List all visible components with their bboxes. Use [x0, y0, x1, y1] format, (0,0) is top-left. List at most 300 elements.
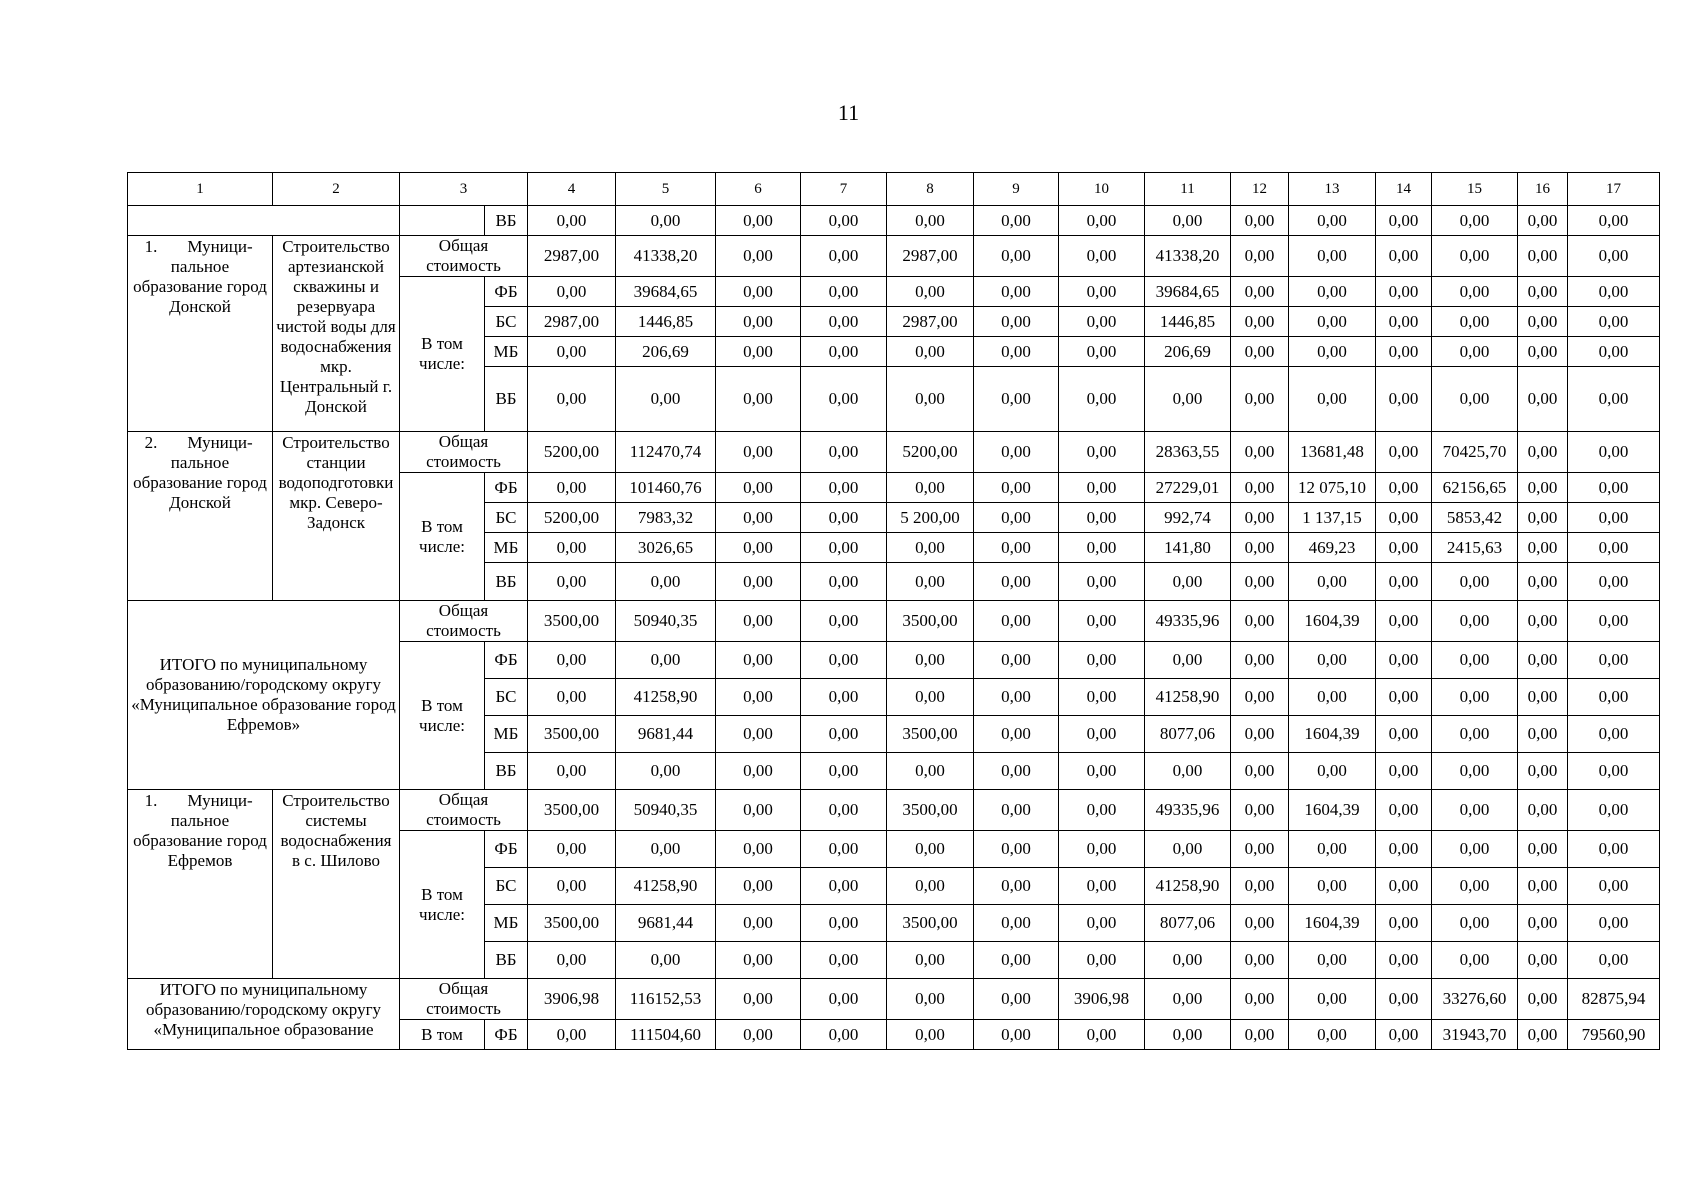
value-cell: 0,00: [1145, 1020, 1231, 1050]
value-cell: 0,00: [1231, 716, 1289, 753]
source-cell: ВБ: [485, 753, 528, 790]
column-header: 6: [716, 173, 801, 206]
value-cell: 0,00: [616, 642, 716, 679]
value-cell: 0,00: [1059, 868, 1145, 905]
source-cell: ФБ: [485, 642, 528, 679]
item-number: 1.: [144, 237, 158, 256]
including-label: В том числе:: [400, 277, 485, 432]
value-cell: 0,00: [1145, 979, 1231, 1020]
value-cell: 0,00: [1289, 307, 1376, 337]
value-cell: 0,00: [1376, 367, 1432, 432]
value-cell: 3906,98: [1059, 979, 1145, 1020]
value-cell: 0,00: [1518, 533, 1568, 563]
value-cell: 0,00: [1376, 790, 1432, 831]
value-cell: 0,00: [1518, 753, 1568, 790]
value-cell: 0,00: [974, 905, 1059, 942]
value-cell: 8077,06: [1145, 905, 1231, 942]
value-cell: 62156,65: [1432, 473, 1518, 503]
value-cell: 992,74: [1145, 503, 1231, 533]
value-cell: 0,00: [1432, 601, 1518, 642]
financing-table: [127, 172, 1660, 1050]
value-cell: 2987,00: [528, 307, 616, 337]
source-cell: ВБ: [485, 206, 528, 236]
value-cell: 0,00: [1145, 206, 1231, 236]
value-cell: 0,00: [974, 533, 1059, 563]
value-cell: 0,00: [974, 473, 1059, 503]
value-cell: 0,00: [1568, 473, 1660, 503]
value-cell: 8077,06: [1145, 716, 1231, 753]
value-cell: 0,00: [716, 307, 801, 337]
value-cell: 0,00: [801, 642, 887, 679]
value-cell: 0,00: [1145, 942, 1231, 979]
value-cell: 79560,90: [1568, 1020, 1660, 1050]
total-cost-label: Общая стоимость: [400, 236, 528, 277]
value-cell: 0,00: [974, 942, 1059, 979]
value-cell: 3906,98: [528, 979, 616, 1020]
table-row: [128, 432, 1660, 473]
value-cell: 0,00: [528, 942, 616, 979]
value-cell: 0,00: [801, 337, 887, 367]
value-cell: 0,00: [1231, 753, 1289, 790]
value-cell: 0,00: [801, 979, 887, 1020]
value-cell: 0,00: [716, 753, 801, 790]
value-cell: 0,00: [1059, 307, 1145, 337]
value-cell: 0,00: [1568, 642, 1660, 679]
value-cell: 0,00: [887, 753, 974, 790]
value-cell: 0,00: [1518, 831, 1568, 868]
value-cell: 0,00: [1231, 307, 1289, 337]
value-cell: 0,00: [801, 563, 887, 601]
total-title-cell: ИТОГО по муниципальному образованию/городскому округу «Муниципальное образование: [128, 979, 400, 1050]
value-cell: 0,00: [1231, 367, 1289, 432]
value-cell: 39684,65: [1145, 277, 1231, 307]
value-cell: 3500,00: [887, 905, 974, 942]
value-cell: 5200,00: [528, 503, 616, 533]
source-cell: МБ: [485, 905, 528, 942]
municipality-name: Муници-пальное образование город Ефремов: [133, 791, 267, 870]
including-label: В том числе:: [400, 831, 485, 979]
including-label: В том числе:: [400, 473, 485, 601]
value-cell: 5853,42: [1432, 503, 1518, 533]
value-cell: 0,00: [1518, 432, 1568, 473]
value-cell: 0,00: [1376, 679, 1432, 716]
value-cell: 0,00: [1145, 367, 1231, 432]
value-cell: 0,00: [1289, 1020, 1376, 1050]
value-cell: 0,00: [974, 679, 1059, 716]
value-cell: 0,00: [1432, 942, 1518, 979]
value-cell: 0,00: [1289, 277, 1376, 307]
column-header: 8: [887, 173, 974, 206]
value-cell: 0,00: [1231, 503, 1289, 533]
value-cell: 0,00: [1376, 503, 1432, 533]
value-cell: 0,00: [1289, 236, 1376, 277]
value-cell: 0,00: [1432, 753, 1518, 790]
value-cell: 0,00: [974, 1020, 1059, 1050]
value-cell: 0,00: [1059, 432, 1145, 473]
value-cell: 0,00: [801, 206, 887, 236]
value-cell: 0,00: [1059, 753, 1145, 790]
total-cost-label: Общая стоимость: [400, 601, 528, 642]
value-cell: 12 075,10: [1289, 473, 1376, 503]
value-cell: 33276,60: [1432, 979, 1518, 1020]
value-cell: 0,00: [801, 503, 887, 533]
municipality-name: Муници-пальное образование город Донской: [133, 433, 267, 512]
source-cell: МБ: [485, 716, 528, 753]
value-cell: 0,00: [887, 337, 974, 367]
value-cell: 0,00: [716, 337, 801, 367]
value-cell: 0,00: [1289, 868, 1376, 905]
value-cell: 0,00: [974, 503, 1059, 533]
value-cell: 0,00: [974, 831, 1059, 868]
value-cell: 13681,48: [1289, 432, 1376, 473]
project-name-cell: Строительство системы водоснабжения в с. Шилово: [273, 790, 400, 979]
value-cell: 2987,00: [528, 236, 616, 277]
value-cell: 0,00: [1518, 868, 1568, 905]
value-cell: 0,00: [1518, 367, 1568, 432]
value-cell: 0,00: [1518, 642, 1568, 679]
value-cell: 1604,39: [1289, 716, 1376, 753]
value-cell: 0,00: [887, 831, 974, 868]
source-cell: БС: [485, 307, 528, 337]
value-cell: 0,00: [1518, 942, 1568, 979]
value-cell: 0,00: [974, 307, 1059, 337]
value-cell: 0,00: [1231, 642, 1289, 679]
value-cell: 0,00: [1059, 1020, 1145, 1050]
value-cell: 0,00: [1518, 473, 1568, 503]
value-cell: 0,00: [1145, 642, 1231, 679]
source-cell: ВБ: [485, 563, 528, 601]
value-cell: 0,00: [887, 367, 974, 432]
value-cell: 0,00: [1289, 337, 1376, 367]
value-cell: 0,00: [1289, 942, 1376, 979]
value-cell: 0,00: [801, 905, 887, 942]
value-cell: 0,00: [1059, 503, 1145, 533]
header-row: [128, 173, 1660, 206]
value-cell: 0,00: [716, 236, 801, 277]
column-header: 12: [1231, 173, 1289, 206]
item-number: 2.: [144, 433, 158, 452]
value-cell: 28363,55: [1145, 432, 1231, 473]
value-cell: 0,00: [887, 979, 974, 1020]
value-cell: 0,00: [1432, 679, 1518, 716]
value-cell: 0,00: [1518, 236, 1568, 277]
value-cell: 0,00: [974, 716, 1059, 753]
total-cost-label: Общая стоимость: [400, 790, 528, 831]
value-cell: 31943,70: [1432, 1020, 1518, 1050]
value-cell: 0,00: [801, 307, 887, 337]
source-cell: МБ: [485, 337, 528, 367]
value-cell: 0,00: [1289, 979, 1376, 1020]
value-cell: 0,00: [801, 367, 887, 432]
value-cell: 0,00: [1059, 642, 1145, 679]
value-cell: 0,00: [1059, 236, 1145, 277]
column-header: 3: [400, 173, 528, 206]
value-cell: 206,69: [1145, 337, 1231, 367]
value-cell: 0,00: [974, 337, 1059, 367]
value-cell: 0,00: [1231, 942, 1289, 979]
value-cell: 0,00: [1376, 753, 1432, 790]
value-cell: 0,00: [1231, 432, 1289, 473]
value-cell: 0,00: [1289, 642, 1376, 679]
item-number: 1.: [144, 791, 158, 810]
value-cell: 112470,74: [616, 432, 716, 473]
value-cell: 0,00: [1289, 563, 1376, 601]
value-cell: 0,00: [1376, 979, 1432, 1020]
value-cell: 0,00: [1518, 1020, 1568, 1050]
value-cell: 82875,94: [1568, 979, 1660, 1020]
value-cell: 0,00: [1289, 831, 1376, 868]
value-cell: 0,00: [1059, 905, 1145, 942]
value-cell: 0,00: [1432, 367, 1518, 432]
municipality-cell: [128, 432, 273, 601]
value-cell: 0,00: [1059, 533, 1145, 563]
value-cell: 0,00: [528, 642, 616, 679]
value-cell: 0,00: [716, 601, 801, 642]
value-cell: 0,00: [887, 533, 974, 563]
source-cell: БС: [485, 679, 528, 716]
value-cell: 0,00: [528, 206, 616, 236]
source-cell: ВБ: [485, 367, 528, 432]
value-cell: 0,00: [1059, 831, 1145, 868]
value-cell: 41258,90: [616, 679, 716, 716]
value-cell: 0,00: [1059, 277, 1145, 307]
value-cell: 0,00: [1376, 563, 1432, 601]
value-cell: 0,00: [716, 790, 801, 831]
value-cell: 0,00: [1231, 533, 1289, 563]
value-cell: 0,00: [974, 432, 1059, 473]
value-cell: 0,00: [616, 831, 716, 868]
value-cell: 0,00: [1059, 563, 1145, 601]
value-cell: 0,00: [801, 1020, 887, 1050]
value-cell: 0,00: [801, 790, 887, 831]
value-cell: 0,00: [1376, 236, 1432, 277]
value-cell: 49335,96: [1145, 790, 1231, 831]
value-cell: 0,00: [1568, 716, 1660, 753]
column-header: 17: [1568, 173, 1660, 206]
value-cell: 1604,39: [1289, 601, 1376, 642]
value-cell: 50940,35: [616, 601, 716, 642]
value-cell: 0,00: [801, 868, 887, 905]
value-cell: 0,00: [1568, 533, 1660, 563]
value-cell: 3500,00: [528, 716, 616, 753]
value-cell: 0,00: [528, 1020, 616, 1050]
value-cell: 0,00: [1568, 679, 1660, 716]
value-cell: 0,00: [528, 831, 616, 868]
value-cell: 41338,20: [616, 236, 716, 277]
column-header: 13: [1289, 173, 1376, 206]
value-cell: 2415,63: [1432, 533, 1518, 563]
value-cell: 0,00: [1059, 601, 1145, 642]
source-cell: ФБ: [485, 831, 528, 868]
value-cell: 0,00: [1376, 307, 1432, 337]
value-cell: 0,00: [1432, 868, 1518, 905]
source-cell: МБ: [485, 533, 528, 563]
value-cell: 0,00: [1568, 831, 1660, 868]
value-cell: 7983,32: [616, 503, 716, 533]
value-cell: 0,00: [1568, 503, 1660, 533]
table-row: [128, 206, 1660, 236]
value-cell: 0,00: [528, 473, 616, 503]
municipality-cell: [128, 790, 273, 979]
value-cell: 0,00: [1289, 367, 1376, 432]
value-cell: 0,00: [974, 642, 1059, 679]
value-cell: 0,00: [616, 367, 716, 432]
value-cell: 0,00: [1289, 679, 1376, 716]
value-cell: 0,00: [716, 642, 801, 679]
value-cell: 0,00: [801, 831, 887, 868]
table-row: [128, 979, 1660, 1020]
source-cell: ФБ: [485, 1020, 528, 1050]
value-cell: 5200,00: [887, 432, 974, 473]
value-cell: 0,00: [1568, 206, 1660, 236]
value-cell: 0,00: [1518, 716, 1568, 753]
value-cell: 0,00: [1289, 206, 1376, 236]
value-cell: 41338,20: [1145, 236, 1231, 277]
value-cell: 0,00: [1059, 337, 1145, 367]
project-name-cell: Строительство артезианской скважины и резервуара чистой воды для водоснабжения мкр. Центральный г. Донской: [273, 236, 400, 432]
value-cell: 141,80: [1145, 533, 1231, 563]
value-cell: 0,00: [1231, 277, 1289, 307]
value-cell: 0,00: [528, 367, 616, 432]
table-row: [128, 790, 1660, 831]
value-cell: 3500,00: [887, 601, 974, 642]
value-cell: 0,00: [1376, 277, 1432, 307]
value-cell: 0,00: [801, 601, 887, 642]
empty-cell: [400, 206, 485, 236]
value-cell: 0,00: [1376, 642, 1432, 679]
value-cell: 41258,90: [1145, 679, 1231, 716]
column-header: 5: [616, 173, 716, 206]
value-cell: 206,69: [616, 337, 716, 367]
total-cost-label: Общая стоимость: [400, 432, 528, 473]
value-cell: 0,00: [1145, 831, 1231, 868]
value-cell: 0,00: [887, 206, 974, 236]
value-cell: 1604,39: [1289, 905, 1376, 942]
value-cell: 0,00: [1518, 601, 1568, 642]
value-cell: 0,00: [616, 206, 716, 236]
including-label: В том числе:: [400, 642, 485, 790]
value-cell: 0,00: [716, 942, 801, 979]
value-cell: 1604,39: [1289, 790, 1376, 831]
value-cell: 50940,35: [616, 790, 716, 831]
value-cell: 3500,00: [528, 790, 616, 831]
value-cell: 0,00: [801, 432, 887, 473]
value-cell: 0,00: [887, 868, 974, 905]
value-cell: 0,00: [1376, 868, 1432, 905]
source-cell: БС: [485, 503, 528, 533]
value-cell: 116152,53: [616, 979, 716, 1020]
value-cell: 0,00: [974, 563, 1059, 601]
value-cell: 0,00: [716, 563, 801, 601]
value-cell: 0,00: [1568, 432, 1660, 473]
value-cell: 0,00: [1518, 905, 1568, 942]
value-cell: 0,00: [887, 642, 974, 679]
value-cell: 0,00: [801, 679, 887, 716]
value-cell: 0,00: [1231, 236, 1289, 277]
value-cell: 1446,85: [616, 307, 716, 337]
value-cell: 0,00: [716, 868, 801, 905]
value-cell: 0,00: [1231, 563, 1289, 601]
value-cell: 0,00: [1432, 905, 1518, 942]
value-cell: 0,00: [1568, 337, 1660, 367]
value-cell: 0,00: [716, 206, 801, 236]
value-cell: 2987,00: [887, 236, 974, 277]
municipality-name: Муници-пальное образование город Донской: [133, 237, 267, 316]
value-cell: 0,00: [801, 277, 887, 307]
value-cell: 3500,00: [528, 905, 616, 942]
value-cell: 0,00: [1568, 277, 1660, 307]
value-cell: 0,00: [1568, 236, 1660, 277]
value-cell: 0,00: [1568, 790, 1660, 831]
source-cell: ФБ: [485, 277, 528, 307]
value-cell: 0,00: [716, 533, 801, 563]
column-header: 16: [1518, 173, 1568, 206]
value-cell: 101460,76: [616, 473, 716, 503]
value-cell: 0,00: [1231, 337, 1289, 367]
value-cell: 0,00: [1432, 277, 1518, 307]
value-cell: 0,00: [1231, 790, 1289, 831]
value-cell: 469,23: [1289, 533, 1376, 563]
value-cell: 0,00: [528, 563, 616, 601]
column-header: 11: [1145, 173, 1231, 206]
value-cell: 0,00: [887, 1020, 974, 1050]
column-header: 9: [974, 173, 1059, 206]
value-cell: 0,00: [1568, 307, 1660, 337]
value-cell: 0,00: [1231, 473, 1289, 503]
value-cell: 0,00: [1376, 206, 1432, 236]
value-cell: 0,00: [974, 206, 1059, 236]
value-cell: 0,00: [1059, 679, 1145, 716]
value-cell: 0,00: [1376, 601, 1432, 642]
value-cell: 0,00: [1568, 367, 1660, 432]
value-cell: 0,00: [716, 367, 801, 432]
value-cell: 0,00: [716, 432, 801, 473]
value-cell: 0,00: [1518, 206, 1568, 236]
source-cell: БС: [485, 868, 528, 905]
value-cell: 0,00: [974, 367, 1059, 432]
value-cell: 0,00: [801, 236, 887, 277]
value-cell: 0,00: [1059, 716, 1145, 753]
table-row: [128, 601, 1660, 642]
value-cell: 0,00: [528, 533, 616, 563]
value-cell: 41258,90: [1145, 868, 1231, 905]
value-cell: 0,00: [1059, 942, 1145, 979]
value-cell: 0,00: [1376, 905, 1432, 942]
column-header: 10: [1059, 173, 1145, 206]
value-cell: 0,00: [974, 236, 1059, 277]
value-cell: 0,00: [1059, 473, 1145, 503]
page-number: 11: [837, 100, 860, 125]
value-cell: 0,00: [974, 868, 1059, 905]
value-cell: 0,00: [801, 473, 887, 503]
value-cell: 39684,65: [616, 277, 716, 307]
column-header: 14: [1376, 173, 1432, 206]
value-cell: 9681,44: [616, 905, 716, 942]
value-cell: 0,00: [1376, 533, 1432, 563]
value-cell: 0,00: [616, 563, 716, 601]
value-cell: 0,00: [528, 337, 616, 367]
value-cell: 0,00: [1376, 716, 1432, 753]
value-cell: 0,00: [716, 716, 801, 753]
value-cell: 0,00: [1231, 601, 1289, 642]
value-cell: 0,00: [616, 942, 716, 979]
value-cell: 0,00: [974, 979, 1059, 1020]
empty-cell: [128, 206, 400, 236]
value-cell: 49335,96: [1145, 601, 1231, 642]
value-cell: 0,00: [1231, 679, 1289, 716]
value-cell: 0,00: [716, 679, 801, 716]
value-cell: 0,00: [974, 601, 1059, 642]
